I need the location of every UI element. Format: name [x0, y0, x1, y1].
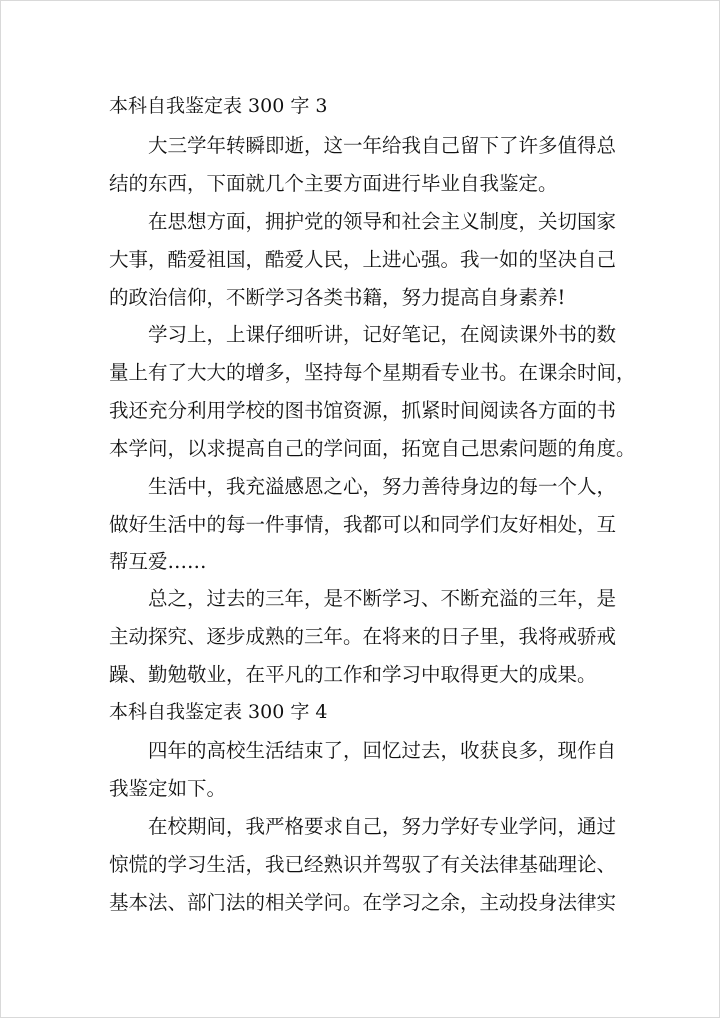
paragraph-line: 大事，酷爱祖国，酷爱人民，上进心强。我一如的坚决自己: [109, 248, 617, 271]
paragraph-line: 帮互爱……: [109, 550, 207, 573]
paragraph-line: 总之，过去的三年，是不断学习、不断充溢的三年，是: [148, 587, 617, 610]
paragraph-line: 学习上，上课仔细听讲，记好笔记，在阅读课外书的数: [148, 323, 617, 346]
paragraph-line: 我鉴定如下。: [109, 777, 227, 800]
section-heading-3: 本科自我鉴定表 300 字 3: [109, 95, 328, 117]
paragraph-line: 本学问，以求提高自己的学问面，拓宽自己思索问题的角度。: [109, 437, 636, 460]
section-heading-4: 本科自我鉴定表 300 字 4: [109, 701, 328, 723]
paragraph-line: 在校期间，我严格要求自己，努力学好专业学问，通过: [148, 815, 617, 838]
paragraph-line: 主动探究、逐步成熟的三年。在将来的日子里，我将戒骄戒: [109, 625, 617, 648]
paragraph-line: 的政治信仰，不断学习各类书籍，努力提高自身素养!: [109, 286, 566, 309]
paragraph-line: 我还充分利用学校的图书馆资源，抓紧时间阅读各方面的书: [109, 399, 617, 422]
paragraph-line: 惊慌的学习生活，我已经熟识并驾驭了有关法律基础理论、: [109, 853, 617, 876]
paragraph-line: 基本法、部门法的相关学问。在学习之余，主动投身法律实: [109, 891, 617, 914]
paragraph-line: 结的东西，下面就几个主要方面进行毕业自我鉴定。: [109, 172, 558, 195]
paragraph-line: 生活中，我充溢感恩之心，努力善待身边的每一个人，: [148, 475, 617, 498]
paragraph-line: 量上有了大大的增多，坚持每个星期看专业书。在课余时间，: [109, 361, 636, 384]
paragraph-line: 四年的高校生活结束了，回忆过去，收获良多，现作自: [148, 739, 617, 762]
paragraph-line: 在思想方面，拥护党的领导和社会主义制度，关切国家: [148, 210, 617, 233]
paragraph-line: 大三学年转瞬即逝，这一年给我自己留下了许多值得总: [148, 134, 617, 157]
paragraph-line: 做好生活中的每一件事情，我都可以和同学们友好相处，互: [109, 513, 617, 536]
paragraph-line: 躁、勤勉敬业，在平凡的工作和学习中取得更大的成果。: [109, 663, 597, 686]
